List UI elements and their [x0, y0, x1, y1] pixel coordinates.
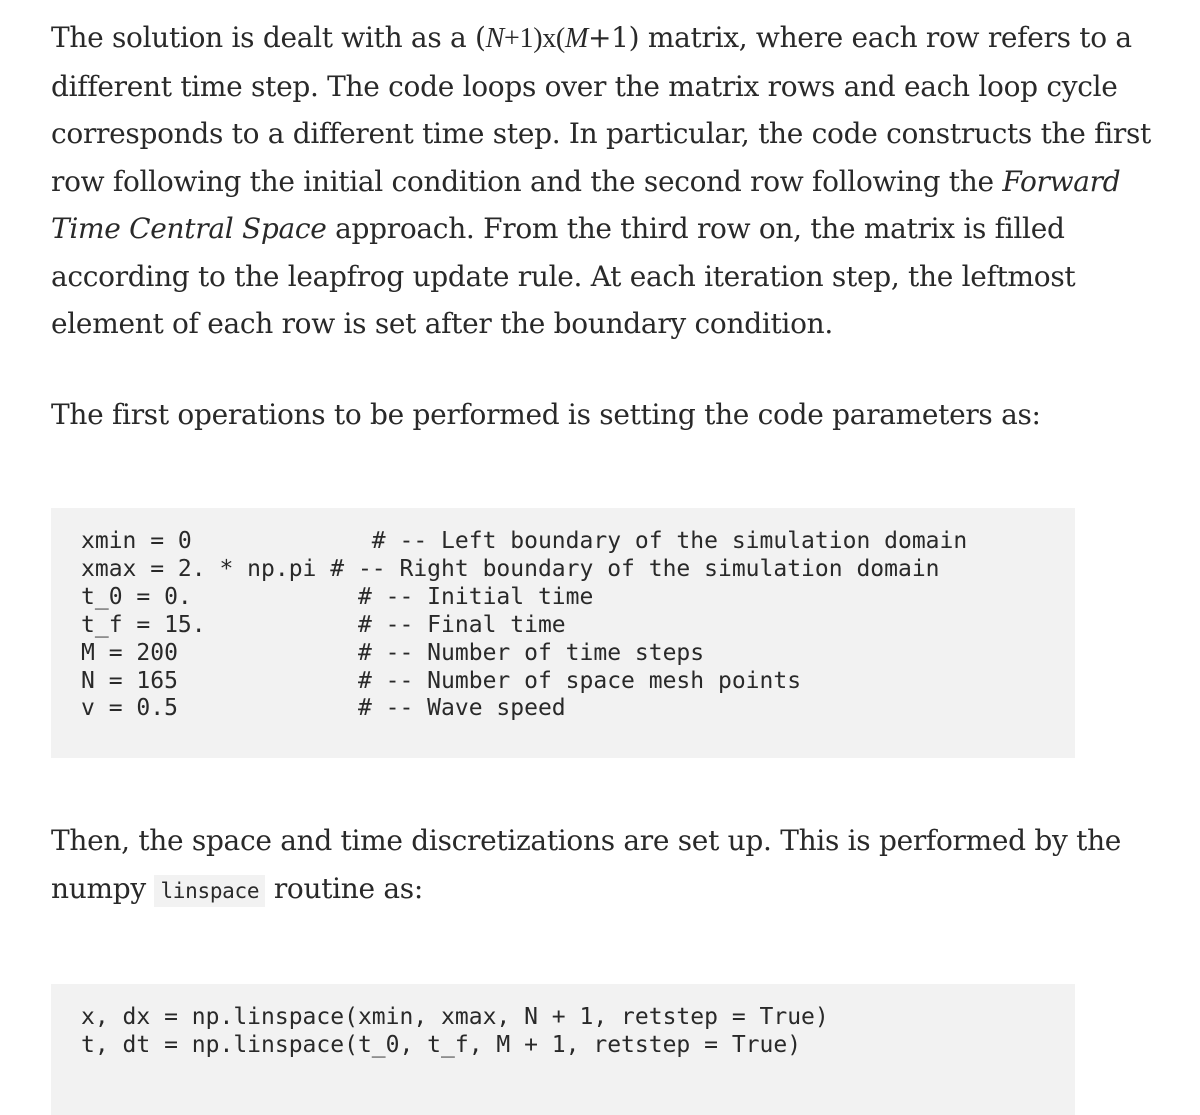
paragraph-line: corresponds to a different time step. In particular, the code constructs the first: [51, 117, 1151, 150]
code-block-linspace: [51, 984, 1075, 1115]
math-variable-m: M: [564, 23, 588, 54]
paragraph-line: row following the initial condition and the second row following the Forward: [51, 164, 1121, 198]
paragraph-solution-description: [51, 14, 1151, 348]
paragraph-line: according to the leapfrog update rule. At each iteration step, the leftmost: [51, 259, 1076, 293]
code-line: M = 200 # -- Number of time steps: [81, 639, 705, 666]
paragraph-line: numpy linspace routine as:: [51, 871, 424, 905]
code-line: xmin = 0 # -- Left boundary of the simulation domain: [81, 528, 968, 554]
paragraph-line: different time step. The code loops over the matrix rows and each loop cycle: [51, 69, 1118, 103]
emphasis-time-central-space: Time Central Space: [51, 212, 327, 245]
code-line: xmax = 2. * np.pi # -- Right boundary of the simulation domain: [81, 555, 940, 582]
paragraph-line: Then, the space and time discretizations are set up. This is performed by the: [51, 824, 1122, 857]
paragraph-parameters-intro: The first operations to be performed is setting the code parameters as:: [51, 398, 1041, 431]
code-line: t_0 = 0. # -- Initial time: [81, 583, 594, 610]
code-line: x, dx = np.linspace(xmin, xmax, N + 1, retstep = True): [81, 1004, 829, 1030]
math-variable-n: N: [485, 23, 504, 54]
code-block-parameters: [51, 508, 1075, 758]
code-line: t_f = 15. # -- Final time: [81, 611, 566, 638]
code-line: N = 165 # -- Number of space mesh points: [81, 667, 802, 694]
inline-code-linspace: linspace: [154, 875, 265, 907]
paragraph-line: element of each row is set after the boundary condition.: [51, 307, 833, 340]
paragraph-line: Time Central Space approach. From the third row on, the matrix is filled: [51, 212, 1065, 245]
code-line: v = 0.5 # -- Wave speed: [81, 695, 566, 722]
paragraph-discretization-intro: [51, 817, 1121, 915]
paragraph-line: The solution is dealt with as a (N+1)x(M+1) matrix, where each row refers to a: [51, 21, 1132, 54]
emphasis-forward: Forward: [1002, 164, 1121, 198]
code-line: t, dt = np.linspace(t_0, t_f, M + 1, retstep = True): [81, 1031, 802, 1058]
